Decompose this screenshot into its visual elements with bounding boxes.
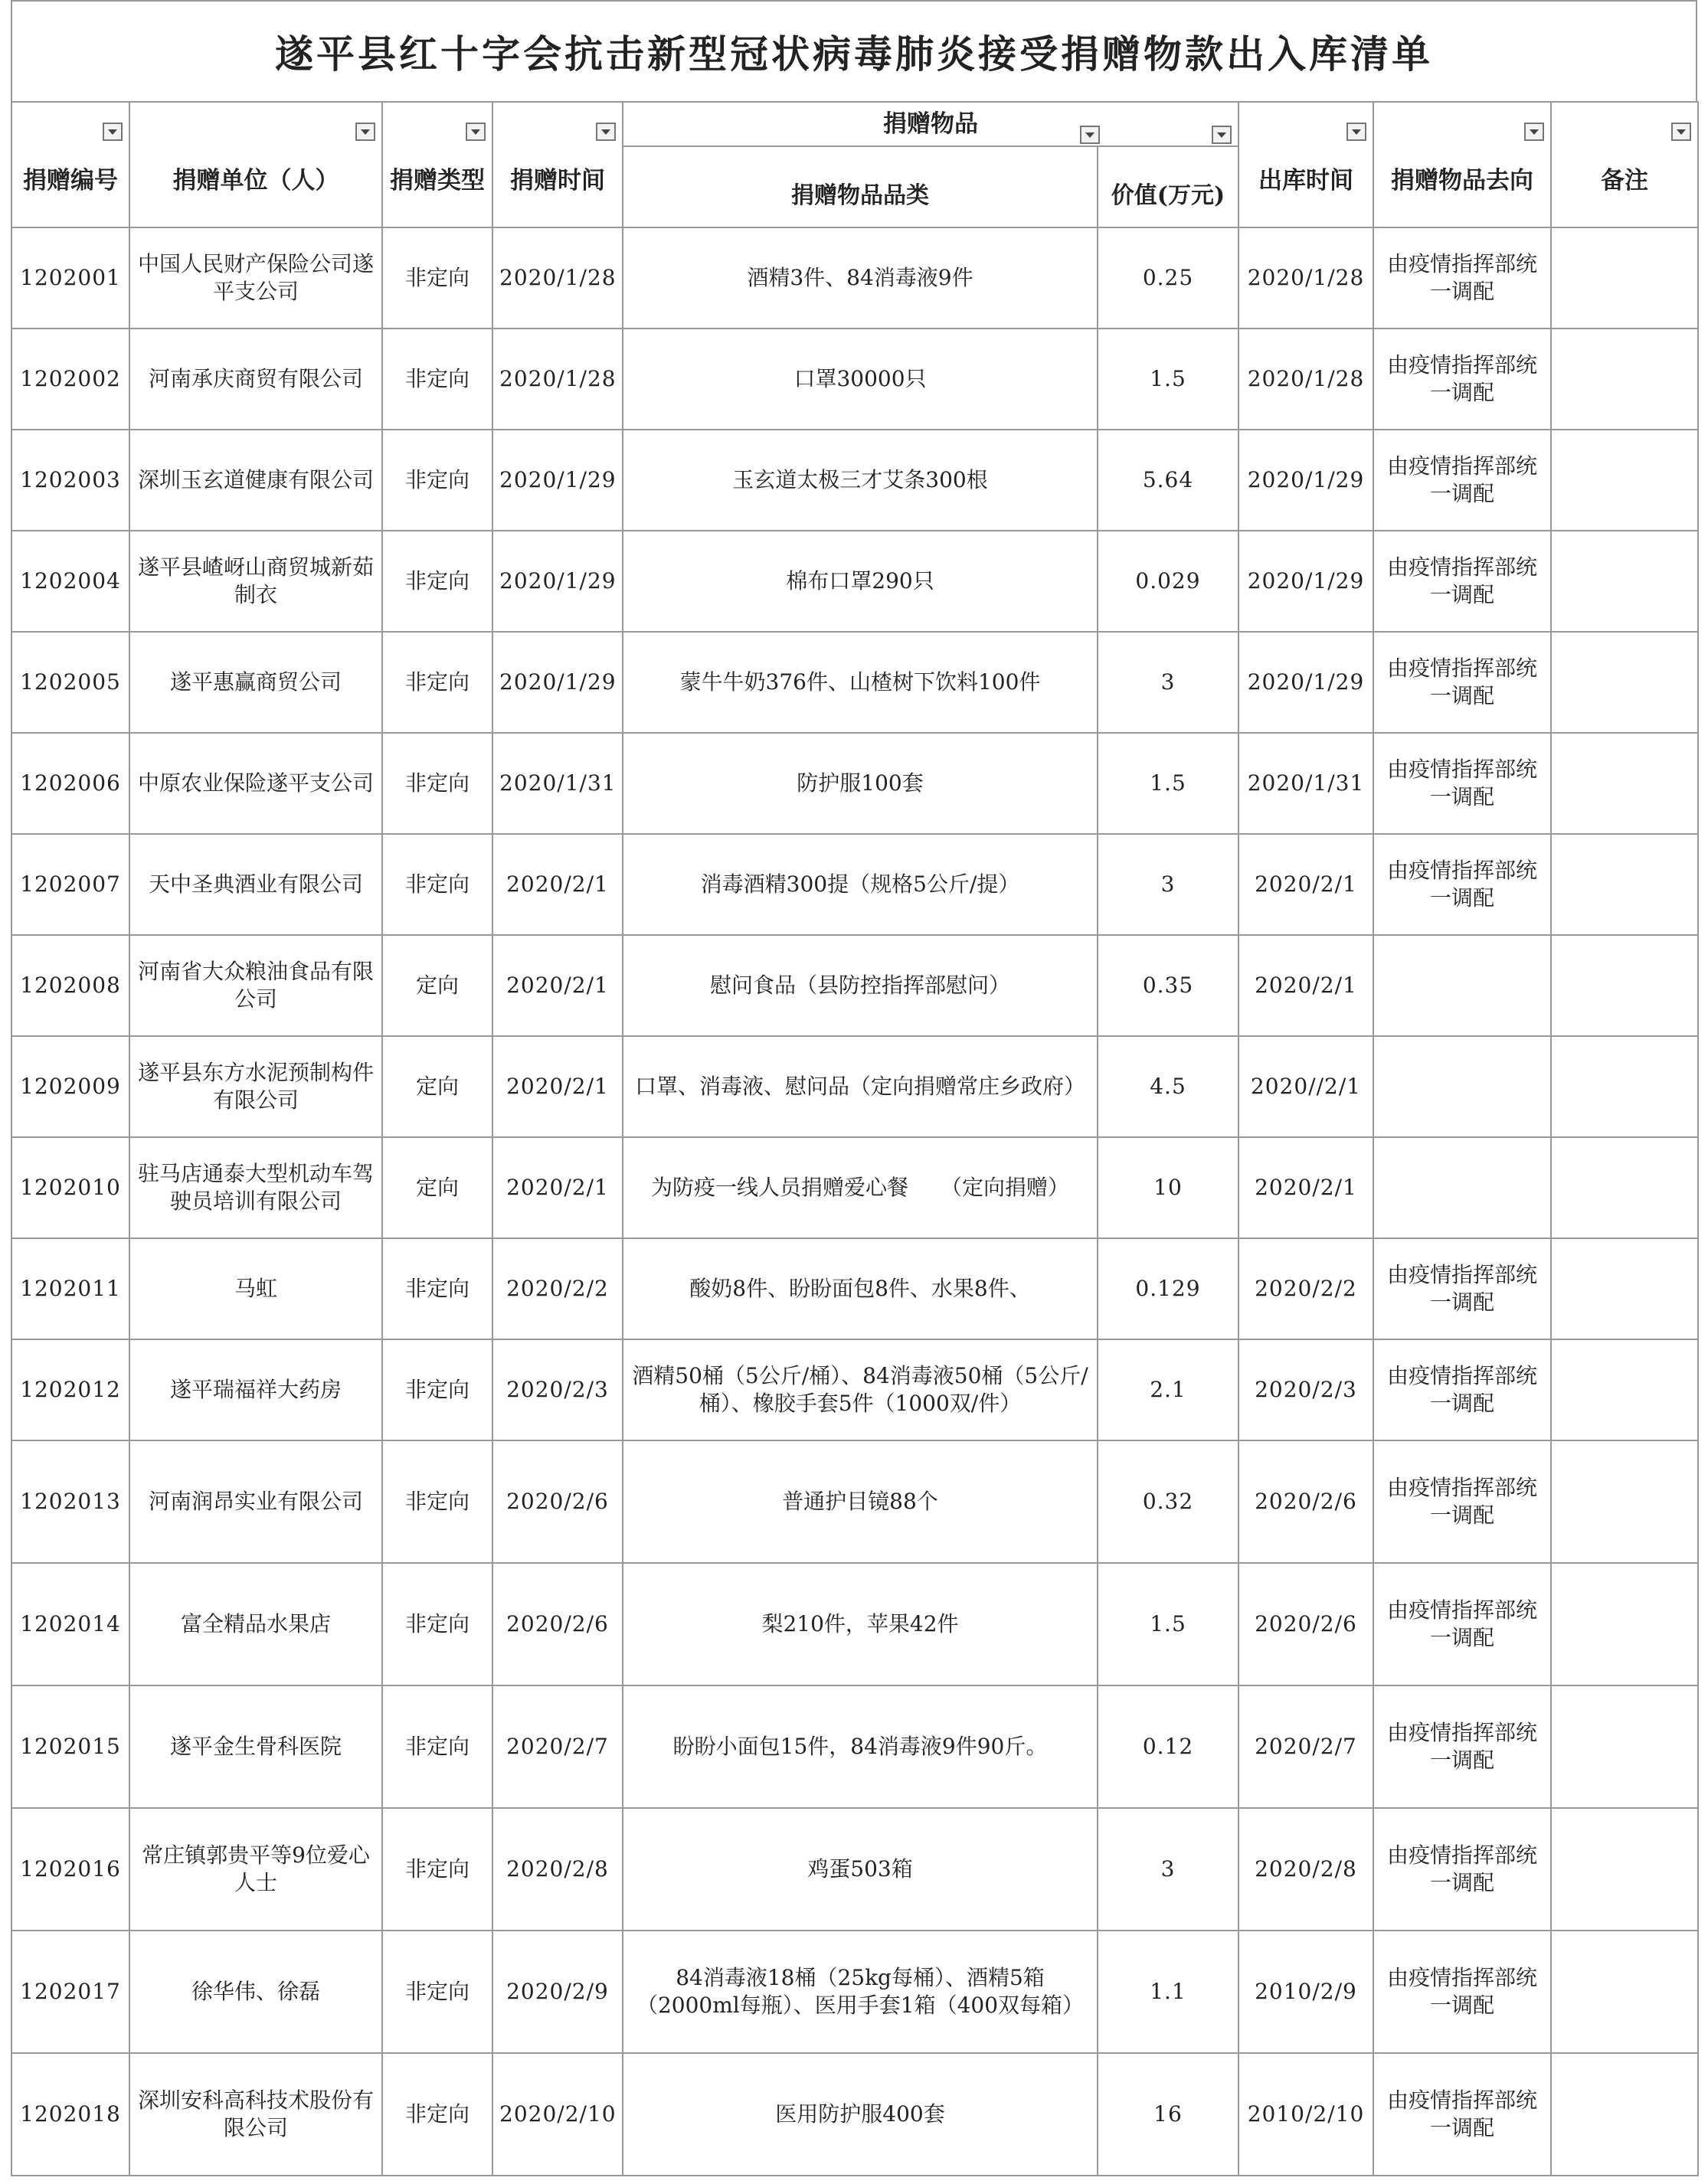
cell-items[interactable]: 棉布口罩290只 [623,531,1098,632]
header-goods-group-label: 捐赠物品 [883,110,978,138]
cell-items[interactable]: 玉玄道太极三才艾条300根 [623,430,1098,531]
cell-type[interactable]: 非定向 [382,329,492,430]
header-donor-label: 捐赠单位（人） [172,167,339,195]
cell-donor[interactable]: 深圳安科高科技术股份有限公司 [129,2053,382,2176]
cell-note[interactable] [1551,1238,1698,1339]
cell-value[interactable]: 0.32 [1098,1440,1238,1563]
cell-note[interactable] [1551,1339,1698,1440]
cell-date[interactable]: 2020/2/6 [492,1563,623,1685]
cell-donor[interactable]: 徐华伟、徐磊 [129,1931,382,2053]
table-row [11,2053,1698,2176]
cell-type[interactable]: 定向 [382,935,492,1036]
filter-dropdown-icon[interactable] [1080,126,1100,144]
cell-donor[interactable]: 中国人民财产保险公司遂平支公司 [129,227,382,329]
cell-value[interactable]: 3 [1098,632,1238,733]
cell-id[interactable]: 1202002 [11,329,129,430]
cell-date[interactable]: 2020/2/9 [492,1931,623,2053]
filter-dropdown-icon[interactable] [466,123,486,141]
cell-donor[interactable]: 遂平金生骨科医院 [129,1685,382,1808]
cell-items[interactable]: 口罩、消毒液、慰问品（定向捐赠常庄乡政府） [623,1036,1098,1137]
cell-destination[interactable]: 由疫情指挥部统一调配 [1373,430,1551,531]
header-category: 捐赠物品品类 [623,146,1098,227]
cell-destination[interactable]: 由疫情指挥部统一调配 [1373,2053,1551,2176]
cell-items[interactable]: 防护服100套 [623,733,1098,834]
cell-donor[interactable]: 遂平县嵖岈山商贸城新茹制衣 [129,531,382,632]
cell-out-date[interactable]: 2010/2/10 [1238,2053,1373,2176]
cell-note[interactable] [1551,1931,1698,2053]
cell-note[interactable] [1551,430,1698,531]
cell-type[interactable]: 非定向 [382,531,492,632]
cell-value[interactable]: 0.029 [1098,531,1238,632]
table-body [11,227,1698,2176]
cell-destination[interactable] [1373,935,1551,1036]
table-row [11,1931,1698,2053]
cell-value[interactable]: 16 [1098,2053,1238,2176]
cell-items[interactable]: 普通护目镜88个 [623,1440,1098,1563]
cell-donor[interactable]: 马虹 [129,1238,382,1339]
cell-id[interactable]: 1202014 [11,1563,129,1685]
cell-date[interactable]: 2020/2/1 [492,1137,623,1238]
cell-out-date[interactable]: 2020/2/3 [1238,1339,1373,1440]
cell-id[interactable]: 1202011 [11,1238,129,1339]
header-note-label: 备注 [1601,167,1648,195]
cell-type[interactable]: 非定向 [382,227,492,329]
cell-date[interactable]: 2020/1/29 [492,430,623,531]
cell-out-date[interactable]: 2020/1/29 [1238,531,1373,632]
cell-type[interactable]: 定向 [382,1137,492,1238]
table-row [11,1563,1698,1685]
cell-note[interactable] [1551,227,1698,329]
cell-date[interactable]: 2020/2/8 [492,1808,623,1931]
cell-id[interactable]: 1202007 [11,834,129,935]
cell-out-date[interactable]: 2020/1/28 [1238,329,1373,430]
cell-out-date[interactable]: 2020/2/1 [1238,935,1373,1036]
cell-value[interactable]: 1.5 [1098,733,1238,834]
cell-date[interactable]: 2020/2/2 [492,1238,623,1339]
page-title: 遂平县红十字会抗击新型冠状病毒肺炎接受捐赠物款出入库清单 [11,0,1697,101]
cell-out-date[interactable]: 2020/2/1 [1238,834,1373,935]
cell-items[interactable]: 梨210件，苹果42件 [623,1563,1098,1685]
cell-donor[interactable]: 天中圣典酒业有限公司 [129,834,382,935]
cell-date[interactable]: 2020/2/6 [492,1440,623,1563]
cell-id[interactable]: 1202016 [11,1808,129,1931]
cell-note[interactable] [1551,1563,1698,1685]
cell-note[interactable] [1551,1036,1698,1137]
table-row [11,329,1698,430]
cell-destination[interactable]: 由疫情指挥部统一调配 [1373,1339,1551,1440]
cell-donor[interactable]: 驻马店通泰大型机动车驾驶员培训有限公司 [129,1137,382,1238]
header-donor [129,102,382,227]
table-row [11,632,1698,733]
cell-value[interactable]: 0.12 [1098,1685,1238,1808]
cell-items[interactable]: 盼盼小面包15件，84消毒液9件90斤。 [623,1685,1098,1808]
table-row [11,1808,1698,1931]
cell-destination[interactable] [1373,1137,1551,1238]
cell-note[interactable] [1551,1137,1698,1238]
cell-out-date[interactable]: 2020/2/6 [1238,1440,1373,1563]
cell-destination[interactable]: 由疫情指挥部统一调配 [1373,1440,1551,1563]
cell-note[interactable] [1551,834,1698,935]
table-row [11,1440,1698,1563]
cell-id[interactable]: 1202004 [11,531,129,632]
cell-date[interactable]: 2020/1/28 [492,227,623,329]
cell-donor[interactable]: 中原农业保险遂平支公司 [129,733,382,834]
cell-out-date[interactable]: 2020/2/2 [1238,1238,1373,1339]
header-out-date-label: 出库时间 [1258,167,1353,195]
cell-id[interactable]: 1202015 [11,1685,129,1808]
header-note [1551,102,1698,227]
cell-value[interactable]: 1.1 [1098,1931,1238,2053]
header-destination [1373,102,1551,227]
cell-id[interactable]: 1202013 [11,1440,129,1563]
cell-value[interactable]: 0.35 [1098,935,1238,1036]
cell-destination[interactable]: 由疫情指挥部统一调配 [1373,632,1551,733]
cell-value[interactable]: 3 [1098,834,1238,935]
table-row [11,834,1698,935]
cell-donor[interactable]: 富全精品水果店 [129,1563,382,1685]
cell-type[interactable]: 非定向 [382,2053,492,2176]
cell-donor[interactable]: 河南省大众粮油食品有限公司 [129,935,382,1036]
cell-date[interactable]: 2020/2/3 [492,1339,623,1440]
filter-dropdown-icon[interactable] [355,123,375,141]
cell-out-date[interactable]: 2020/1/29 [1238,632,1373,733]
cell-date[interactable]: 2020/2/1 [492,1036,623,1137]
cell-type[interactable]: 非定向 [382,1339,492,1440]
cell-items[interactable]: 消毒酒精300提（规格5公斤/提） [623,834,1098,935]
cell-id[interactable]: 1202017 [11,1931,129,2053]
cell-destination[interactable]: 由疫情指挥部统一调配 [1373,531,1551,632]
cell-type[interactable]: 非定向 [382,1238,492,1339]
cell-items[interactable]: 酒精3件、84消毒液9件 [623,227,1098,329]
cell-items[interactable]: 蒙牛牛奶376件、山楂树下饮料100件 [623,632,1098,733]
cell-out-date[interactable]: 2020/2/1 [1238,1137,1373,1238]
cell-date[interactable]: 2020/1/28 [492,329,623,430]
header-goods-group [623,102,1238,146]
table-row [11,430,1698,531]
cell-destination[interactable]: 由疫情指挥部统一调配 [1373,227,1551,329]
cell-id[interactable]: 1202003 [11,430,129,531]
cell-id[interactable]: 1202001 [11,227,129,329]
cell-id[interactable]: 1202018 [11,2053,129,2176]
cell-date[interactable]: 2020/1/29 [492,531,623,632]
cell-value[interactable]: 10 [1098,1137,1238,1238]
cell-value[interactable]: 0.129 [1098,1238,1238,1339]
cell-value[interactable]: 3 [1098,1808,1238,1931]
cell-items[interactable]: 口罩30000只 [623,329,1098,430]
cell-date[interactable]: 2020/2/10 [492,2053,623,2176]
cell-date[interactable]: 2020/1/31 [492,733,623,834]
cell-out-date[interactable]: 2020/2/7 [1238,1685,1373,1808]
cell-note[interactable] [1551,935,1698,1036]
cell-value[interactable]: 1.5 [1098,1563,1238,1685]
spreadsheet [11,0,1697,2176]
cell-type[interactable]: 非定向 [382,1808,492,1931]
cell-type[interactable]: 非定向 [382,1440,492,1563]
filter-dropdown-icon[interactable] [596,123,616,141]
cell-id[interactable]: 1202010 [11,1137,129,1238]
cell-note[interactable] [1551,329,1698,430]
table-row [11,531,1698,632]
cell-date[interactable]: 2020/2/1 [492,834,623,935]
cell-items[interactable]: 医用防护服400套 [623,2053,1098,2176]
cell-type[interactable]: 非定向 [382,733,492,834]
cell-destination[interactable]: 由疫情指挥部统一调配 [1373,1931,1551,2053]
cell-note[interactable] [1551,1808,1698,1931]
cell-out-date[interactable]: 2020/2/8 [1238,1808,1373,1931]
cell-out-date[interactable]: 2020/2/6 [1238,1563,1373,1685]
header-row [11,102,1698,146]
cell-out-date[interactable]: 2020/1/28 [1238,227,1373,329]
filter-dropdown-icon[interactable] [1212,126,1232,144]
cell-donor[interactable]: 常庄镇郭贵平等9位爱心人士 [129,1808,382,1931]
cell-out-date[interactable]: 2020//2/1 [1238,1036,1373,1137]
donation-table [11,101,1699,2176]
cell-destination[interactable]: 由疫情指挥部统一调配 [1373,1685,1551,1808]
cell-date[interactable]: 2020/1/29 [492,632,623,733]
header-type-label: 捐赠类型 [390,167,485,195]
filter-dropdown-icon[interactable] [1524,123,1544,141]
cell-id[interactable]: 1202005 [11,632,129,733]
cell-id[interactable]: 1202006 [11,733,129,834]
cell-note[interactable] [1551,531,1698,632]
cell-date[interactable]: 2020/2/1 [492,935,623,1036]
header-id [11,102,129,227]
cell-destination[interactable]: 由疫情指挥部统一调配 [1373,1808,1551,1931]
cell-out-date[interactable]: 2010/2/9 [1238,1931,1373,2053]
table-row [11,1238,1698,1339]
header-id-label: 捐赠编号 [23,167,118,195]
cell-items[interactable]: 84消毒液18桶（25kg每桶）、酒精5箱（2000ml每瓶）、医用手套1箱（400双每箱） [623,1931,1098,2053]
table-row [11,1036,1698,1137]
table-row [11,733,1698,834]
cell-id[interactable]: 1202012 [11,1339,129,1440]
cell-type[interactable]: 非定向 [382,1563,492,1685]
cell-donor[interactable]: 河南承庆商贸有限公司 [129,329,382,430]
cell-donor[interactable]: 遂平瑞福祥大药房 [129,1339,382,1440]
cell-date[interactable]: 2020/2/7 [492,1685,623,1808]
cell-destination[interactable]: 由疫情指挥部统一调配 [1373,329,1551,430]
table-row [11,1339,1698,1440]
cell-out-date[interactable]: 2020/1/31 [1238,733,1373,834]
table-row [11,1685,1698,1808]
cell-items[interactable]: 酸奶8件、盼盼面包8件、水果8件、 [623,1238,1098,1339]
cell-value[interactable]: 4.5 [1098,1036,1238,1137]
cell-note[interactable] [1551,733,1698,834]
cell-type[interactable]: 非定向 [382,430,492,531]
cell-destination[interactable]: 由疫情指挥部统一调配 [1373,1238,1551,1339]
cell-items[interactable]: 酒精50桶（5公斤/桶）、84消毒液50桶（5公斤/桶）、橡胶手套5件（1000双/件） [623,1339,1098,1440]
cell-note[interactable] [1551,1685,1698,1808]
table-row [11,227,1698,329]
header-date-label: 捐赠时间 [510,167,605,195]
cell-value[interactable]: 1.5 [1098,329,1238,430]
header-value: 价值(万元) [1098,146,1238,227]
cell-out-date[interactable]: 2020/1/29 [1238,430,1373,531]
header-date [492,102,623,227]
cell-items[interactable]: 为防疫一线人员捐赠爱心餐 （定向捐赠） [623,1137,1098,1238]
cell-value[interactable]: 0.25 [1098,227,1238,329]
cell-type[interactable]: 定向 [382,1036,492,1137]
cell-note[interactable] [1551,1440,1698,1563]
cell-donor[interactable]: 深圳玉玄道健康有限公司 [129,430,382,531]
cell-id[interactable]: 1202008 [11,935,129,1036]
cell-id[interactable]: 1202009 [11,1036,129,1137]
cell-note[interactable] [1551,2053,1698,2176]
header-type [382,102,492,227]
cell-value[interactable]: 2.1 [1098,1339,1238,1440]
cell-destination[interactable]: 由疫情指挥部统一调配 [1373,834,1551,935]
cell-type[interactable]: 非定向 [382,834,492,935]
cell-note[interactable] [1551,632,1698,733]
table-row [11,1137,1698,1238]
cell-type[interactable]: 非定向 [382,632,492,733]
cell-items[interactable]: 鸡蛋503箱 [623,1808,1098,1931]
filter-dropdown-icon[interactable] [103,123,123,141]
table-row [11,935,1698,1036]
cell-value[interactable]: 5.64 [1098,430,1238,531]
filter-dropdown-icon[interactable] [1346,123,1366,141]
cell-items[interactable]: 慰问食品（县防控指挥部慰问） [623,935,1098,1036]
cell-donor[interactable]: 遂平县东方水泥预制构件有限公司 [129,1036,382,1137]
cell-type[interactable]: 非定向 [382,1931,492,2053]
cell-destination[interactable] [1373,1036,1551,1137]
header-out-date [1238,102,1373,227]
cell-type[interactable]: 非定向 [382,1685,492,1808]
cell-donor[interactable]: 河南润昂实业有限公司 [129,1440,382,1563]
cell-donor[interactable]: 遂平惠赢商贸公司 [129,632,382,733]
header-destination-label: 捐赠物品去向 [1391,167,1533,195]
filter-dropdown-icon[interactable] [1671,123,1691,141]
cell-destination[interactable]: 由疫情指挥部统一调配 [1373,733,1551,834]
cell-destination[interactable]: 由疫情指挥部统一调配 [1373,1563,1551,1685]
